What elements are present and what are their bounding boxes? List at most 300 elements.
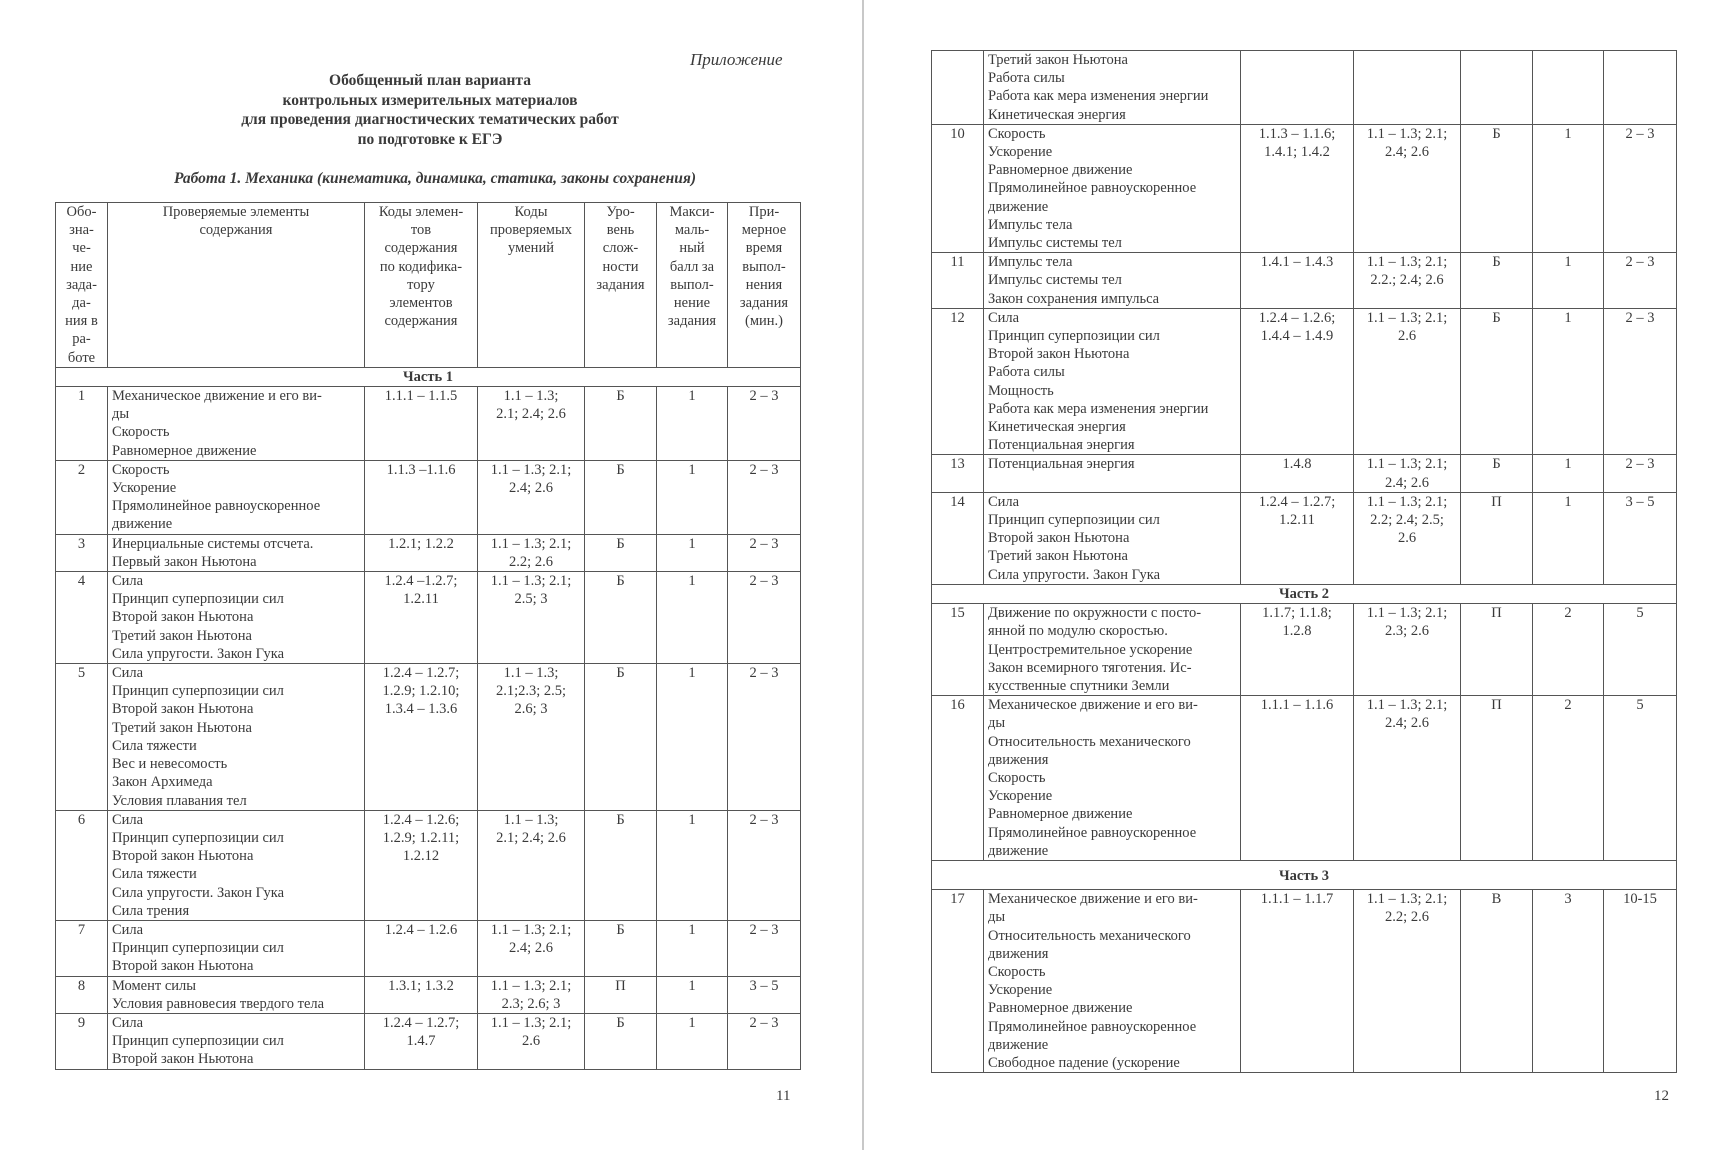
cell-line: 1.4.7 [406, 1033, 436, 1050]
cell-line: ности [602, 258, 639, 275]
cell-line: Работа силы [988, 70, 1065, 87]
cell-line: 2.1;2.3; 2.5; [495, 683, 567, 700]
cell-line: 1.1 – 1.3; [503, 665, 559, 682]
cell-line: Потенциальная энергия [988, 456, 1135, 473]
cell-line: Импульс тела [988, 254, 1073, 271]
approx-time: 2 – 3 [728, 664, 801, 811]
document-heading [100, 71, 760, 149]
approx-time: 3 – 5 [728, 976, 801, 1013]
cell-line: 2.3; 2.6; 3 [501, 995, 561, 1012]
skill-codes [478, 572, 585, 664]
cell-line: 1.2.9; 1.2.10; [382, 683, 460, 700]
cell-line: 1.1 – 1.3; 2.1; [1366, 697, 1448, 714]
task-number: 3 [56, 534, 108, 571]
cell-line: 2.4; 2.6 [509, 940, 553, 957]
part-row [932, 860, 1677, 889]
approx-time: 3 – 5 [1604, 492, 1677, 584]
cell-line: кусственные спутники Земли [988, 677, 1170, 694]
cell-line: 1.1.3 –1.1.6 [386, 461, 456, 478]
approx-time: 10-15 [1604, 890, 1677, 1073]
cell-line: 1.1 – 1.3; [503, 388, 559, 405]
cell-line: 1.2.4 –1.2.7; [384, 573, 458, 590]
cell-line: Вес и невесомость [112, 756, 228, 773]
content-elements [108, 920, 365, 976]
cell-line: ды [988, 715, 1006, 732]
header-row [56, 203, 801, 368]
plan-table-right [931, 50, 1677, 1073]
cell-line: по кодифика- [379, 258, 463, 275]
cell-line: Закон всемирного тяготения. Ис- [988, 659, 1192, 676]
difficulty-level: Б [1461, 455, 1533, 492]
cell-line: Скорость [112, 424, 170, 441]
cell-line: 2.3; 2.6 [1385, 623, 1429, 640]
content-elements [108, 1013, 365, 1069]
difficulty-level: П [1461, 604, 1533, 696]
column-header [108, 203, 365, 368]
approx-time: 2 – 3 [728, 534, 801, 571]
approx-time: 2 – 3 [728, 572, 801, 664]
approx-time: 2 – 3 [1604, 253, 1677, 309]
cell-line: Механическое движение и его ви- [988, 697, 1198, 714]
content-codes [1241, 696, 1354, 861]
cell-line: 1.1 – 1.3; 2.1; [1366, 456, 1448, 473]
content-elements [984, 124, 1241, 252]
task-number: 17 [932, 890, 984, 1073]
cell-line: задания [739, 295, 789, 312]
cell-line: 1.2.1; 1.2.2 [388, 535, 454, 552]
cell-line: Скорость [112, 461, 170, 478]
content-elements [984, 890, 1241, 1073]
approx-time: 2 – 3 [728, 810, 801, 920]
cell-line: 1.1 – 1.3; 2.1; [1366, 125, 1448, 142]
skill-codes [478, 1013, 585, 1069]
content-codes [365, 387, 478, 461]
cell-line: Коды элемен- [378, 204, 464, 220]
cell-line: 1.2.11 [1279, 512, 1315, 529]
max-score: 2 [1533, 604, 1604, 696]
table-row [932, 492, 1677, 584]
table-row [932, 308, 1677, 455]
skill-codes [1354, 492, 1461, 584]
difficulty-level: Б [585, 810, 657, 920]
task-number: 1 [56, 387, 108, 461]
content-codes [1241, 890, 1354, 1073]
cell-line: нения [745, 276, 783, 293]
approx-time: 2 – 3 [728, 387, 801, 461]
cell-line: Третий закон Ньютона [112, 719, 252, 736]
cell-line: мерное [741, 222, 787, 239]
difficulty-level: Б [585, 572, 657, 664]
cell-line: Второй закон Ньютона [112, 848, 254, 865]
heading-line: для проведения диагностических тематических работ [241, 111, 619, 128]
cell-line: 1.1.1 – 1.1.7 [1260, 891, 1334, 908]
cell-line: 1.2.8 [1282, 623, 1312, 640]
page-divider [862, 0, 864, 1150]
max-score: 1 [657, 810, 728, 920]
table-row [56, 1013, 801, 1069]
cell-line: Принцип суперпозиции сил [112, 1033, 284, 1050]
max-score: 1 [1533, 455, 1604, 492]
difficulty-level: Б [585, 664, 657, 811]
cell-line: Третий закон Ньютона [112, 627, 252, 644]
cell-line: Работа силы [988, 364, 1065, 381]
cell-line: зна- [69, 222, 94, 239]
cell-line: 2.2; 2.6 [509, 553, 553, 570]
cell-line: 2.1; 2.4; 2.6 [496, 829, 566, 846]
cell-line: Третий закон Ньютона [988, 52, 1128, 68]
cell-line: Движение по окружности с посто- [988, 605, 1202, 622]
table-row [56, 534, 801, 571]
content-codes [365, 920, 478, 976]
cell-line: Импульс тела [988, 216, 1073, 233]
cell-line: 1.4.1 – 1.4.3 [1260, 254, 1334, 271]
skill-codes [1354, 308, 1461, 455]
table-row [932, 696, 1677, 861]
content-codes [1241, 455, 1354, 492]
cell-line: 1.1 – 1.3; 2.1; [490, 1014, 572, 1031]
cell-line: Работа как мера изменения энергии [988, 400, 1209, 417]
content-elements [108, 572, 365, 664]
max-score: 1 [657, 387, 728, 461]
difficulty-level: В [1461, 890, 1533, 1073]
cell-line: ды [988, 909, 1006, 926]
cell-line: Ускорение [988, 144, 1053, 161]
max-score: 1 [657, 1013, 728, 1069]
table-row [56, 664, 801, 811]
right-page [866, 0, 1729, 1150]
cell-line: 2.2; 2.6 [1385, 909, 1429, 926]
task-number: 5 [56, 664, 108, 811]
cell-line: Сила тяжести [112, 866, 197, 883]
difficulty-level: Б [585, 534, 657, 571]
cell-line: движение [988, 842, 1049, 859]
content-codes [1241, 604, 1354, 696]
task-number: 12 [932, 308, 984, 455]
cell-line: ра- [72, 331, 91, 348]
cell-line: Кинетическая энергия [988, 419, 1126, 436]
cell-line: Прямолинейное равноускоренное [112, 498, 321, 515]
cell-line: Сила [112, 573, 144, 590]
cell-line: 1.4.8 [1282, 456, 1312, 473]
cell-line: 2.4; 2.6 [509, 480, 553, 497]
max-score: 1 [657, 534, 728, 571]
cell-line: 1.1.1 – 1.1.6 [1260, 697, 1334, 714]
part-label: Часть 2 [932, 584, 1677, 603]
table-row [932, 253, 1677, 309]
cell-line: 1.1 – 1.3; 2.1; [490, 977, 572, 994]
table-row [932, 124, 1677, 252]
cell-line: 1.1 – 1.3; 2.1; [1366, 309, 1448, 326]
skill-codes [478, 810, 585, 920]
cell-line: Принцип суперпозиции сил [112, 591, 284, 608]
max-score: 1 [657, 664, 728, 811]
cell-line: Принцип суперпозиции сил [988, 328, 1160, 345]
cell-line: движения [988, 945, 1049, 962]
part-row [932, 584, 1677, 603]
cell-line: проверяемых [490, 222, 572, 239]
difficulty-level: Б [1461, 124, 1533, 252]
cell-line: Прямолинейное равноускоренное [988, 824, 1197, 841]
approx-time: 2 – 3 [728, 1013, 801, 1069]
cell-line: 1.1 – 1.3; 2.1; [490, 921, 572, 938]
cell-line: 1.4.4 – 1.4.9 [1260, 328, 1334, 345]
max-score: 1 [1533, 253, 1604, 309]
max-score: 1 [657, 460, 728, 534]
cell-line: (мин.) [745, 313, 783, 330]
cell-line: Скорость [988, 963, 1046, 980]
cell-line: ние [70, 258, 93, 275]
content-elements [984, 253, 1241, 309]
cell-line: нение [673, 295, 711, 312]
cell-line: движение [988, 1036, 1049, 1053]
cell-line: Скорость [988, 125, 1046, 142]
task-number: 8 [56, 976, 108, 1013]
content-elements [984, 51, 1241, 125]
cell-line: 1.1 – 1.3; [503, 811, 559, 828]
cell-line: 1.1.7; 1.1.8; [1262, 605, 1332, 622]
cell-line: ды [112, 406, 130, 423]
cell-line: 1.2.9; 1.2.11; [382, 829, 460, 846]
cell-line: 2.1; 2.4; 2.6 [496, 406, 566, 423]
skill-codes [478, 460, 585, 534]
table-row [56, 810, 801, 920]
cell-line: Прямолинейное равноускоренное [988, 1018, 1197, 1035]
cell-line: Свободное падение (ускорение [988, 1054, 1180, 1071]
cell-line: 2.4; 2.6 [1385, 715, 1429, 732]
cell-line: янной по модулю скоростью. [988, 623, 1168, 640]
cell-line: 1.3.4 – 1.3.6 [384, 701, 458, 718]
page-number: 11 [776, 1088, 791, 1104]
content-codes [365, 976, 478, 1013]
cell-line: Второй закон Ньютона [988, 346, 1130, 363]
content-codes [365, 664, 478, 811]
task-number: 10 [932, 124, 984, 252]
cell-line: Относительность механического [988, 927, 1191, 944]
max-score: 1 [1533, 492, 1604, 584]
cell-line: Принцип суперпозиции сил [112, 683, 284, 700]
cell-line: Третий закон Ньютона [988, 548, 1128, 565]
cell-line: Сила [112, 1014, 144, 1031]
cell-line: Второй закон Ньютона [112, 701, 254, 718]
cell-line: Сила трения [112, 902, 190, 919]
cell-line: 1.2.4 – 1.2.6 [384, 921, 458, 938]
approx-time: 2 – 3 [1604, 308, 1677, 455]
cell-line: Равномерное движение [988, 806, 1133, 823]
content-elements [984, 604, 1241, 696]
max-score: 3 [1533, 890, 1604, 1073]
content-elements [984, 455, 1241, 492]
cell-line: 1.1 – 1.3; 2.1; [1366, 493, 1448, 510]
content-elements [108, 460, 365, 534]
cell-line: Принцип суперпозиции сил [112, 940, 284, 957]
heading-line: по подготовке к ЕГЭ [357, 130, 503, 148]
cell-line: Механическое движение и его ви- [988, 891, 1198, 908]
cell-line: Импульс системы тел [988, 272, 1122, 289]
work-subtitle: Работа 1. Механика (кинематика, динамика, статика, законы сохранения) [174, 170, 696, 187]
cell-line: 1.1 – 1.3; 2.1; [1366, 891, 1448, 908]
approx-time: 2 – 3 [1604, 124, 1677, 252]
task-number: 14 [932, 492, 984, 584]
table-row [932, 455, 1677, 492]
cell-line: 2.4; 2.6 [1385, 474, 1429, 491]
table-row [56, 976, 801, 1013]
cell-line: Макси- [669, 204, 715, 220]
cell-line: 1.1 – 1.3; 2.1; [1366, 605, 1448, 622]
table-row [56, 920, 801, 976]
cell-line: Проверяемые элементы [162, 204, 310, 220]
cell-line: Центростремительное ускорение [988, 641, 1193, 658]
task-number: 7 [56, 920, 108, 976]
cell-line: 1.1 – 1.3; 2.1; [490, 535, 572, 552]
skill-codes [1354, 890, 1461, 1073]
cell-line: Ускорение [112, 480, 177, 497]
cell-line: движение [988, 198, 1049, 215]
cell-line: 2.6 [1397, 328, 1417, 345]
cell-line: Равномерное движение [988, 162, 1133, 179]
page-number: 12 [1654, 1088, 1669, 1104]
part-label: Часть 1 [56, 367, 801, 386]
cell-line: выпол- [670, 276, 714, 293]
cell-line: Кинетическая энергия [988, 106, 1126, 123]
cell-line: балл за [669, 258, 715, 275]
cell-line: Сила [112, 811, 144, 828]
skill-codes [1354, 124, 1461, 252]
cell-line: Потенциальная энергия [988, 437, 1135, 454]
table-row [932, 604, 1677, 696]
cell-line: 2.5; 3 [514, 591, 548, 608]
cell-line: тору [407, 276, 435, 293]
cell-line: да- [72, 295, 91, 312]
content-codes [365, 1013, 478, 1069]
cell-line: 1.3.1; 1.3.2 [388, 977, 454, 994]
approx-time: 5 [1604, 696, 1677, 861]
cell-line: Сила тяжести [112, 737, 197, 754]
skill-codes [478, 534, 585, 571]
cell-line: 1.2.11 [403, 591, 439, 608]
content-elements [108, 810, 365, 920]
approx-time: 5 [1604, 604, 1677, 696]
task-number: 15 [932, 604, 984, 696]
cell-line: 1.1 – 1.3; 2.1; [490, 573, 572, 590]
column-header [728, 203, 801, 368]
cell-line: Второй закон Ньютона [112, 958, 254, 975]
heading-line: контрольных измерительных материалов [282, 91, 578, 109]
table-row [56, 572, 801, 664]
cell-line: вень [606, 222, 635, 239]
cell-line: Сила упругости. Закон Гука [988, 566, 1161, 583]
skill-codes [478, 920, 585, 976]
column-header [365, 203, 478, 368]
max-score: 1 [657, 572, 728, 664]
column-header [478, 203, 585, 368]
approx-time: 2 – 3 [1604, 455, 1677, 492]
cell-line: 1.2.4 – 1.2.7; [1258, 493, 1336, 510]
difficulty-level: Б [585, 1013, 657, 1069]
difficulty-level: П [585, 976, 657, 1013]
skill-codes [478, 664, 585, 811]
cell-line: боте [67, 349, 96, 366]
cell-line: 1.2.4 – 1.2.7; [382, 1014, 460, 1031]
difficulty-level: Б [1461, 308, 1533, 455]
column-header [56, 203, 108, 368]
task-number: 6 [56, 810, 108, 920]
cell-line: 2.4; 2.6 [1385, 144, 1429, 161]
cell-line: 2.6 [521, 1033, 541, 1050]
cell-line: Второй закон Ньютона [112, 1051, 254, 1068]
content-codes [365, 534, 478, 571]
cell-line: Момент силы [112, 977, 197, 994]
cell-line: 1.2.4 – 1.2.6; [1258, 309, 1336, 326]
task-number: 16 [932, 696, 984, 861]
approx-time: 2 – 3 [728, 460, 801, 534]
cell-line: Принцип суперпозиции сил [988, 512, 1160, 529]
cell-line: элементов [389, 295, 453, 312]
approx-time: 2 – 3 [728, 920, 801, 976]
content-codes [1241, 124, 1354, 252]
part-label: Часть 3 [932, 860, 1677, 889]
cell-line: ния в [65, 313, 98, 330]
content-codes [1241, 253, 1354, 309]
part-row [56, 367, 801, 386]
table-row [56, 460, 801, 534]
heading-line: Обобщенный план варианта [329, 72, 531, 89]
cell-line: Прямолинейное равноускоренное [988, 180, 1197, 197]
cell-line: Сила упругости. Закон Гука [112, 884, 285, 901]
content-elements [108, 387, 365, 461]
cell-line: Механическое движение и его ви- [112, 388, 322, 405]
cell-line: Принцип суперпозиции сил [112, 829, 284, 846]
content-codes [1241, 308, 1354, 455]
cell-line: тов [410, 222, 432, 239]
content-codes [1241, 492, 1354, 584]
cell-line: Ускорение [988, 788, 1053, 805]
cell-line: 2.6; 3 [514, 701, 548, 718]
table-row [932, 890, 1677, 1073]
cell-line: Закон сохранения импульса [988, 290, 1160, 307]
content-elements [984, 696, 1241, 861]
cell-line: время [745, 240, 783, 257]
task-number: 4 [56, 572, 108, 664]
content-elements [108, 976, 365, 1013]
cell-line: Сила [988, 309, 1020, 326]
table-row [56, 387, 801, 461]
difficulty-level: Б [585, 920, 657, 976]
cell-line: 2.2; 2.4; 2.5; [1370, 512, 1444, 529]
table-row [932, 51, 1677, 125]
difficulty-level: Б [585, 460, 657, 534]
cell-line: Второй закон Ньютона [988, 530, 1130, 547]
cell-line: зада- [66, 276, 97, 293]
skill-codes [1354, 253, 1461, 309]
task-number: 11 [932, 253, 984, 309]
max-score: 1 [1533, 308, 1604, 455]
difficulty-level: П [1461, 492, 1533, 584]
cell-line: Сила [988, 493, 1020, 510]
plan-table-left [55, 202, 801, 1070]
cell-line: 1.1 – 1.3; 2.1; [490, 461, 572, 478]
cell-line: При- [748, 204, 780, 220]
cell-line: маль- [674, 222, 710, 239]
difficulty-level: П [1461, 696, 1533, 861]
content-codes [365, 572, 478, 664]
cell-line: ный [679, 240, 705, 257]
cell-line: движение [112, 516, 173, 533]
skill-codes [1354, 696, 1461, 861]
cell-line: Мощность [988, 382, 1054, 399]
cell-line: Импульс системы тел [988, 235, 1122, 252]
cell-line: че- [72, 240, 91, 257]
cell-line: Первый закон Ньютона [112, 553, 257, 570]
